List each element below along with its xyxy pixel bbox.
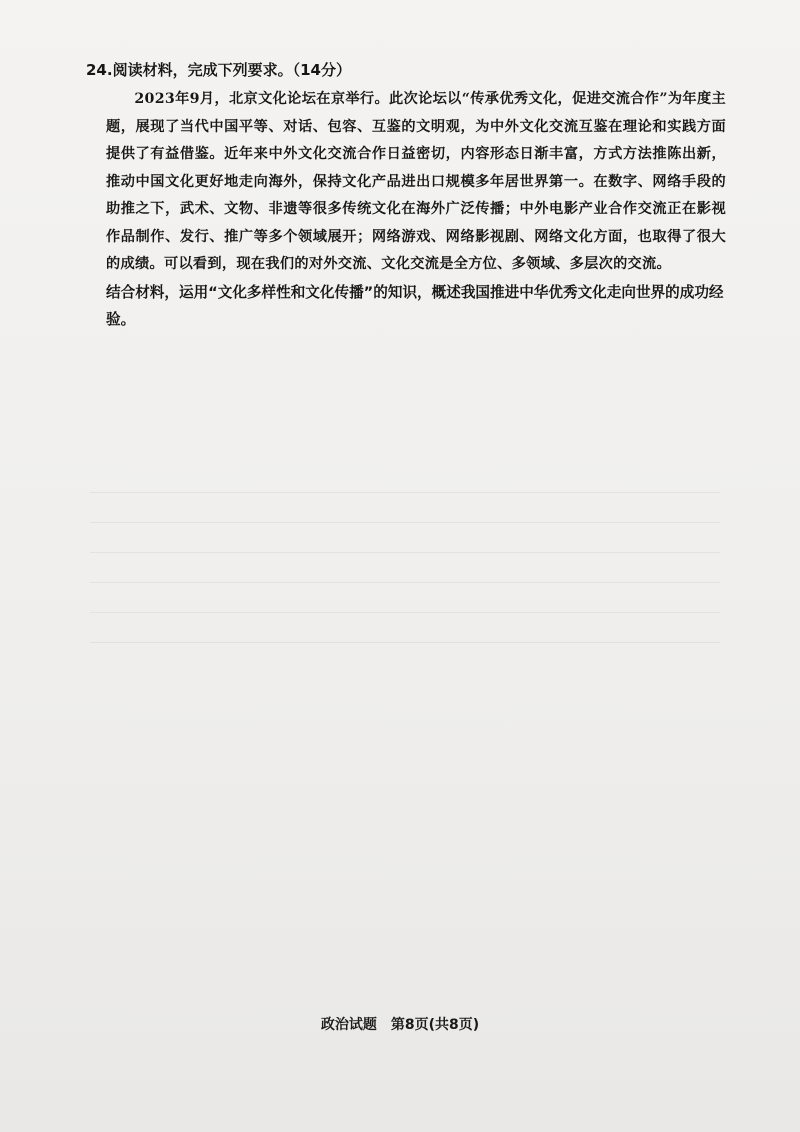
page-footer: 政治试题 第8页(共8页) — [320, 1017, 480, 1033]
question-heading: 24.阅读材料，完成下列要求。（14分） — [86, 61, 351, 79]
bleed-through-line — [90, 612, 720, 613]
bleed-through-line — [90, 642, 720, 643]
question-24 — [86, 56, 726, 334]
question-material: 2023年9月，北京文化论坛在京举行。此次论坛以“传承优秀文化，促进交流合作”为年度主题，展现了当代中国平等、对话、包容、互鉴的文明观，为中外文化交流互鉴在理论和实践方面提供了有益借鉴。近年来中外文化交流合作日益密切，内容形态日渐丰富，方式方法推陈出新，推动中国文化更好地走向海外，保持文化产品进出口规模多年居世界第一。在数字、网络手段的助推之下，武术、文物、非遗等很多传统文化在海外广泛传播；中外电影产业合作交流正在影视作品制作、发行、推广等多个领域展开；网络游戏、网络影视剧、网络文化方面，也取得了很大的成绩。可以看到，现在我们的对外交流、文化交流是全方位、多领域、多层次的交流。 — [106, 91, 726, 272]
bleed-through-line — [90, 582, 720, 583]
bleed-through-line — [90, 552, 720, 553]
bleed-through-line — [90, 522, 720, 523]
question-requirement: 结合材料，运用“文化多样性和文化传播”的知识，概述我国推进中华优秀文化走向世界的成功经验。 — [106, 283, 724, 328]
bleed-through-line — [90, 492, 720, 493]
